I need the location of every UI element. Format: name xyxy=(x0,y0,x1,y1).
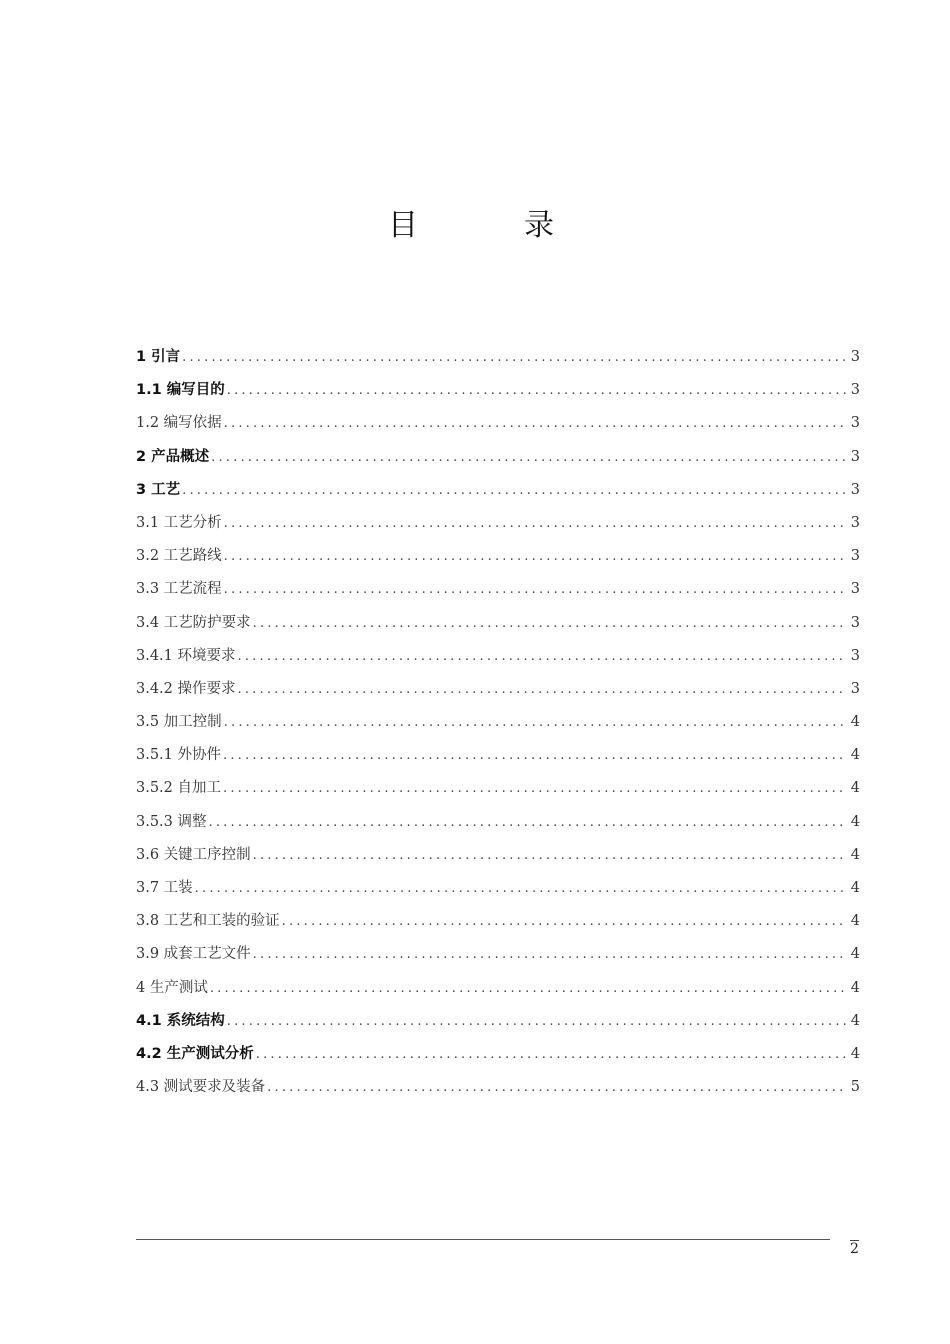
toc-entry-page: 3 xyxy=(850,481,860,498)
toc-entry[interactable] xyxy=(136,445,860,478)
toc-entry-page: 5 xyxy=(850,1079,860,1096)
toc-entry[interactable] xyxy=(136,1042,860,1075)
toc-entry-page: 4 xyxy=(850,714,860,731)
toc-entry[interactable] xyxy=(136,1075,860,1108)
toc-entry[interactable] xyxy=(136,644,860,677)
toc-entry-label: 3.7 工装 xyxy=(136,880,193,896)
toc-dot-leader xyxy=(211,450,847,465)
toc-entry-label: 3.6 关键工序控制 xyxy=(136,846,251,863)
toc-dot-leader xyxy=(182,483,847,498)
toc-entry-label: 3.5.1 外协件 xyxy=(136,747,222,764)
toc-entry-label: 2 产品概述 xyxy=(136,448,210,465)
toc-entry[interactable] xyxy=(136,345,860,378)
toc-dot-leader xyxy=(253,616,847,631)
toc-entry[interactable] xyxy=(136,776,860,809)
toc-dot-leader xyxy=(224,582,847,597)
toc-entry[interactable] xyxy=(136,909,860,942)
toc-entry-label: 3.9 成套工艺文件 xyxy=(136,946,251,963)
toc-entry[interactable] xyxy=(136,511,860,544)
toc-dot-leader xyxy=(209,815,847,830)
toc-dot-leader xyxy=(210,981,847,996)
toc-entry-page: 4 xyxy=(850,846,860,863)
toc-entry[interactable] xyxy=(136,478,860,511)
toc-entry-page: 3 xyxy=(850,548,860,565)
toc-entry-page: 4 xyxy=(850,946,860,963)
toc-dot-leader xyxy=(224,416,847,431)
toc-entry[interactable] xyxy=(136,976,860,1009)
toc-entry-label: 1 引言 xyxy=(136,349,181,365)
toc-dot-leader xyxy=(224,715,847,730)
toc-entry-page: 4 xyxy=(850,1012,860,1029)
toc-entry-label: 3.1 工艺分析 xyxy=(136,514,222,531)
toc-dot-leader xyxy=(238,649,847,664)
toc-entry-label: 3.4.2 操作要求 xyxy=(136,680,236,697)
toc-entry-page: 4 xyxy=(850,813,860,830)
toc-entry-page: 3 xyxy=(850,349,860,365)
toc-entry-label: 4.3 测试要求及装备 xyxy=(136,1079,266,1096)
toc-dot-leader xyxy=(227,383,847,398)
toc-entry-page: 4 xyxy=(850,780,860,797)
toc-entry-page: 3 xyxy=(850,514,860,531)
toc-entry-label: 3.5.2 自加工 xyxy=(136,780,222,797)
toc-entry[interactable] xyxy=(136,611,860,644)
toc-dot-leader xyxy=(224,516,847,531)
toc-entry-label: 3.5.3 调整 xyxy=(136,813,207,830)
toc-dot-leader xyxy=(256,1047,847,1062)
toc-entry-label: 3.4.1 环境要求 xyxy=(136,647,236,664)
toc-entry-page: 3 xyxy=(850,647,860,664)
toc-dot-leader xyxy=(267,1080,847,1095)
toc-entry[interactable] xyxy=(136,843,860,876)
page-number: 2 xyxy=(850,1241,859,1257)
toc-dot-leader xyxy=(253,848,847,863)
toc-entry-page: 3 xyxy=(850,581,860,598)
toc-dot-leader xyxy=(238,682,847,697)
toc-entry[interactable] xyxy=(136,577,860,610)
toc-entry-page: 4 xyxy=(850,747,860,764)
toc-entry-page: 4 xyxy=(850,979,860,996)
toc-entry[interactable] xyxy=(136,411,860,444)
toc-entry-page: 3 xyxy=(850,448,860,465)
toc-entry-page: 4 xyxy=(850,880,860,896)
toc-entry[interactable] xyxy=(136,810,860,843)
toc-entry-label: 3 工艺 xyxy=(136,481,181,498)
toc-dot-leader xyxy=(282,914,847,929)
toc-title: 目 录 xyxy=(388,208,592,243)
table-of-contents xyxy=(136,345,860,1108)
toc-entry[interactable] xyxy=(136,1009,860,1042)
footer-rule xyxy=(136,1239,830,1240)
toc-entry[interactable] xyxy=(136,876,860,909)
toc-entry-label: 1.1 编写目的 xyxy=(136,382,225,399)
toc-entry[interactable] xyxy=(136,677,860,710)
toc-entry-page: 3 xyxy=(850,614,860,631)
toc-entry-label: 3.4 工艺防护要求 xyxy=(136,614,251,631)
toc-entry[interactable] xyxy=(136,942,860,975)
toc-dot-leader xyxy=(253,947,847,962)
toc-dot-leader xyxy=(182,350,847,365)
toc-dot-leader xyxy=(195,881,847,896)
toc-entry-label: 1.2 编写依据 xyxy=(136,415,222,432)
toc-entry-page: 3 xyxy=(850,680,860,697)
toc-entry-label: 4.2 生产测试分析 xyxy=(136,1045,254,1062)
toc-entry[interactable] xyxy=(136,544,860,577)
toc-dot-leader xyxy=(223,781,847,796)
toc-dot-leader xyxy=(224,549,847,564)
toc-entry-label: 3.3 工艺流程 xyxy=(136,581,222,598)
toc-entry-page: 4 xyxy=(850,913,860,930)
toc-dot-leader xyxy=(223,748,847,763)
toc-entry[interactable] xyxy=(136,710,860,743)
toc-entry-label: 3.5 加工控制 xyxy=(136,714,222,731)
toc-entry-label: 4.1 系统结构 xyxy=(136,1012,225,1029)
toc-dot-leader xyxy=(227,1014,847,1029)
toc-entry-page: 3 xyxy=(850,415,860,432)
toc-entry-page: 3 xyxy=(850,382,860,399)
toc-entry-label: 3.8 工艺和工装的验证 xyxy=(136,913,280,930)
toc-entry-label: 3.2 工艺路线 xyxy=(136,548,222,565)
toc-entry[interactable] xyxy=(136,743,860,776)
toc-entry-page: 4 xyxy=(850,1045,860,1062)
toc-entry-label: 4 生产测试 xyxy=(136,979,208,996)
toc-entry[interactable] xyxy=(136,378,860,411)
